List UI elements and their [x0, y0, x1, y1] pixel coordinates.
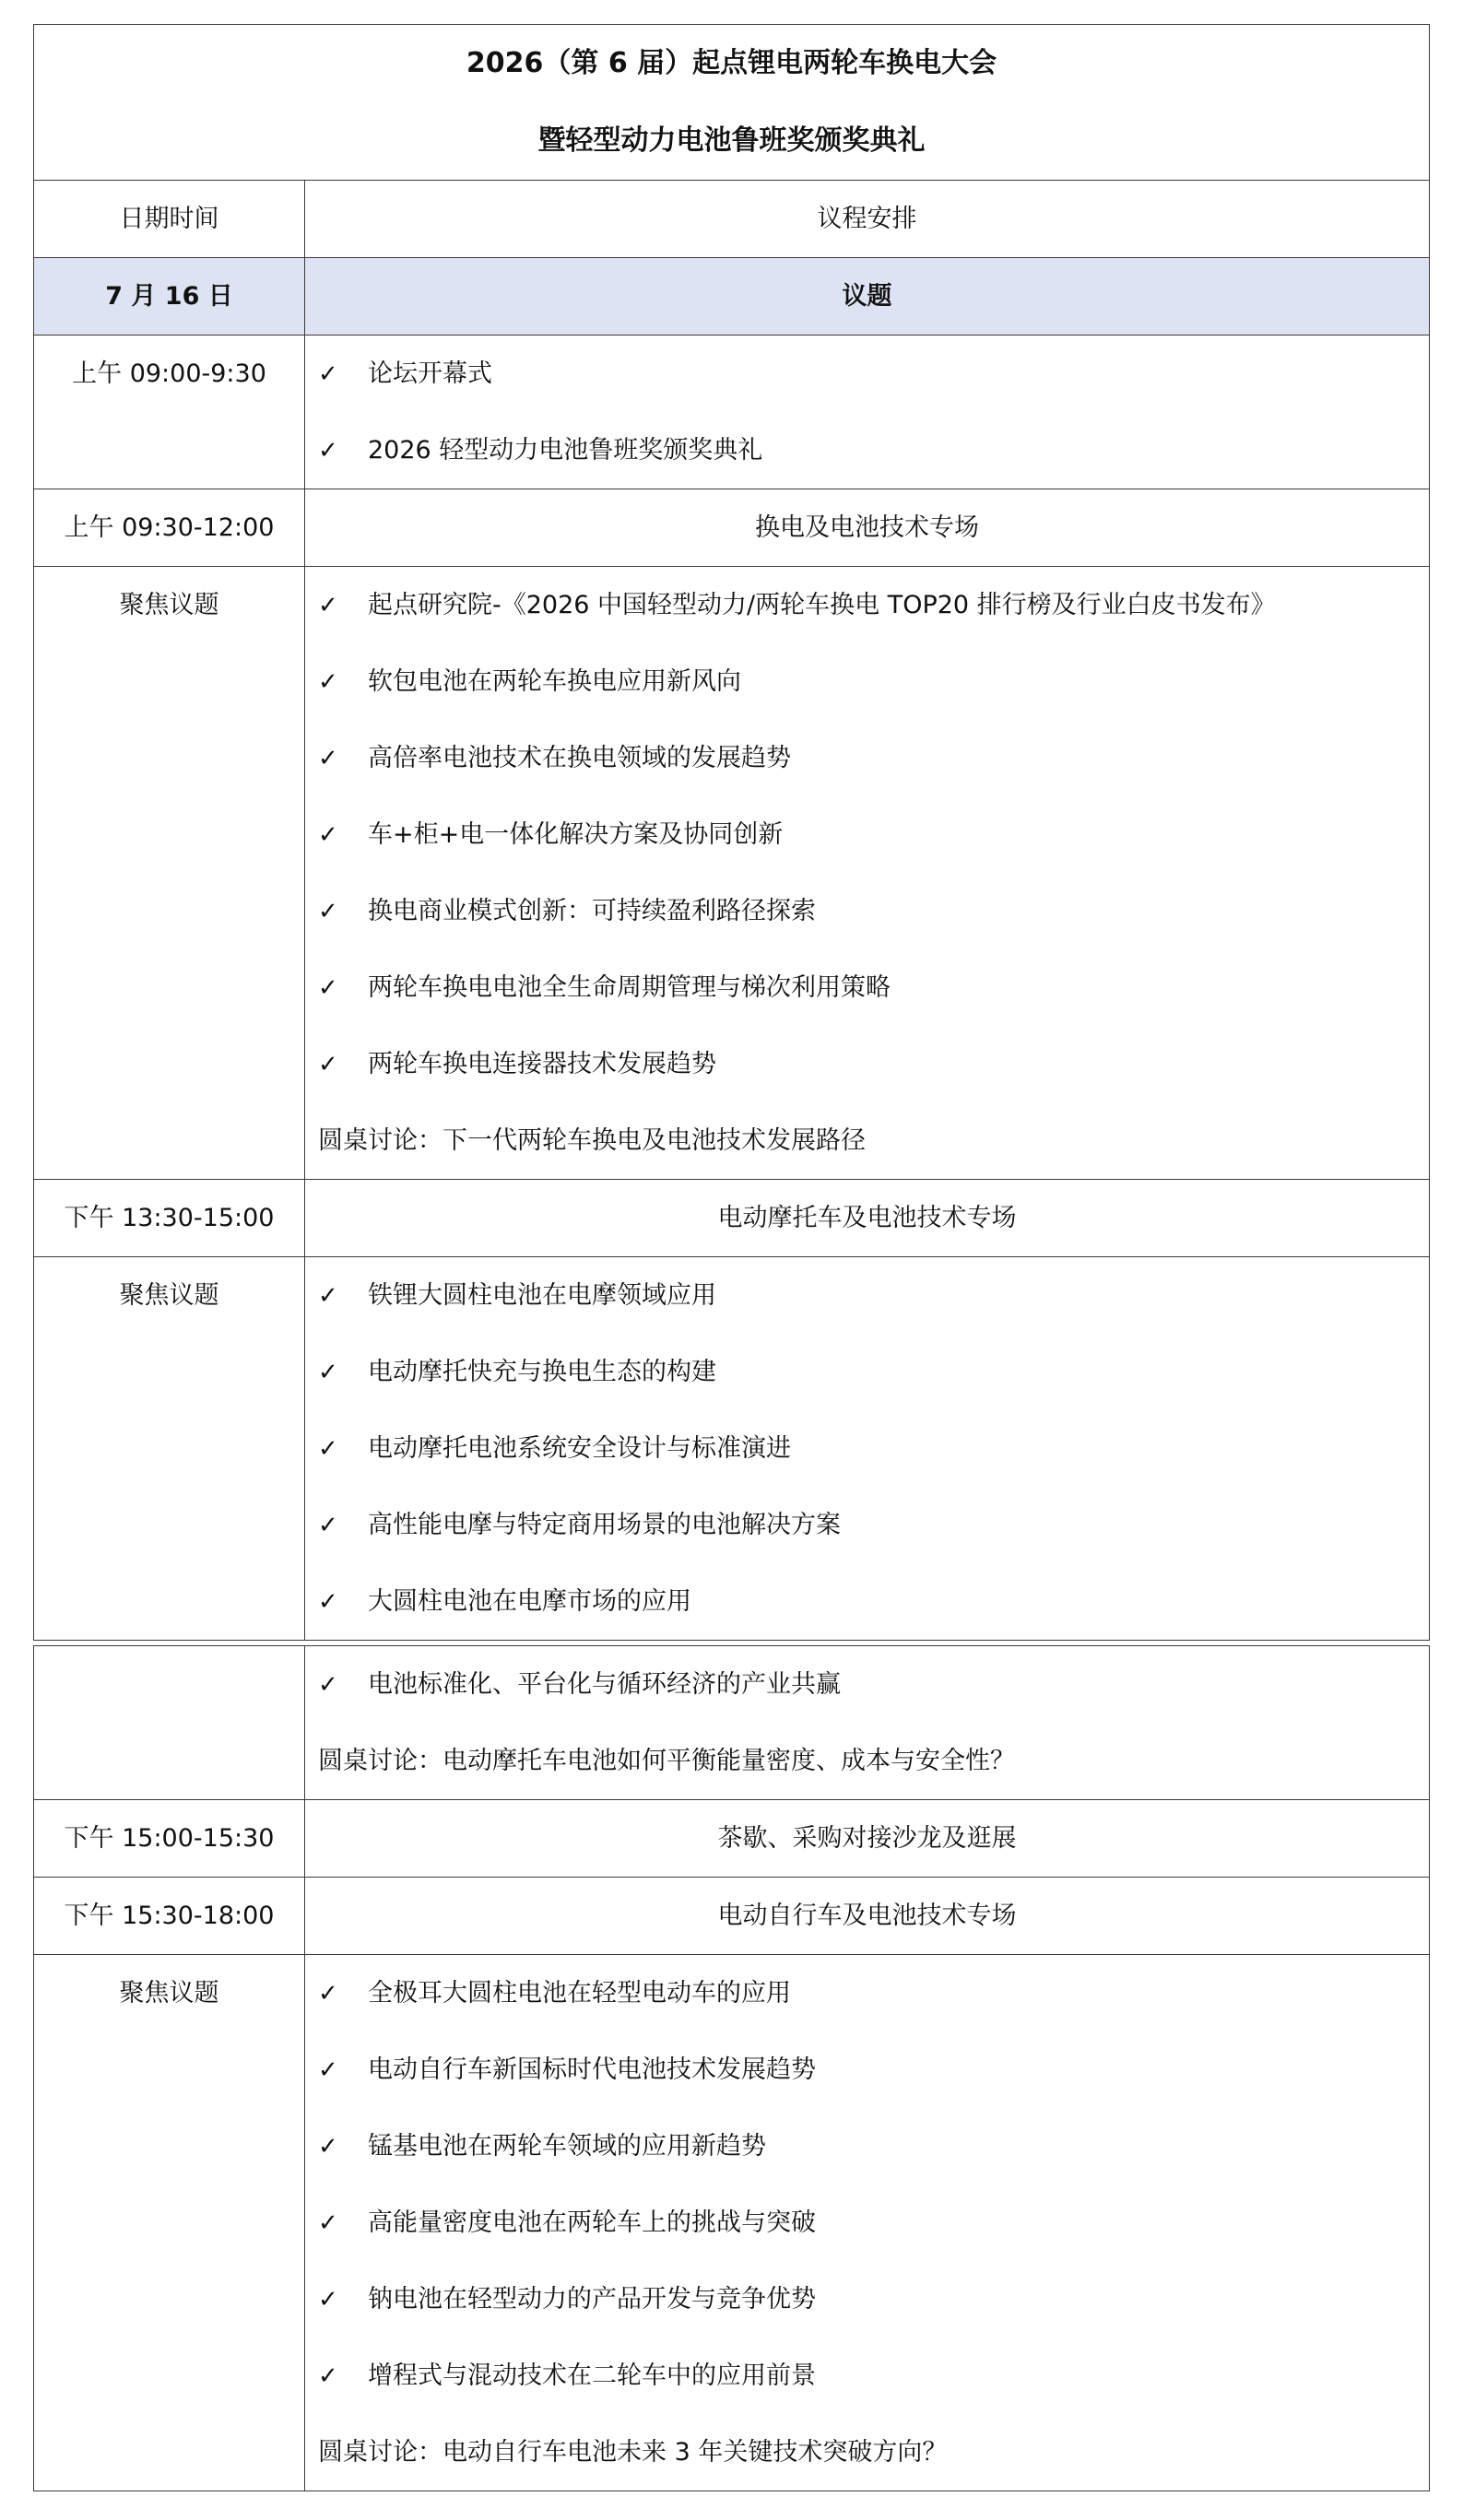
- session-3-topics-row: [34, 1955, 1430, 2491]
- list-item: [305, 1334, 1429, 1410]
- check-icon: ✓: [318, 1282, 338, 1310]
- column-header-row: [34, 181, 1430, 258]
- list-item: [305, 567, 1429, 643]
- session-2-continued-empty: [34, 1646, 305, 1800]
- break-title-text: 茶歇、采购对接沙龙及逛展: [717, 1824, 1017, 1853]
- list-item: [305, 412, 1429, 489]
- list-item: [305, 643, 1429, 720]
- list-item-text: 两轮车换电电池全生命周期管理与梯次利用策略: [368, 973, 891, 1002]
- session-1-focus-label: [34, 567, 305, 1180]
- check-icon: ✓: [318, 2056, 338, 2084]
- session-3-title-text: 电动自行车及电池技术专场: [717, 1902, 1017, 1930]
- check-icon: ✓: [318, 668, 338, 696]
- check-icon: ✓: [318, 745, 338, 772]
- session-3-focus-label: [34, 1955, 305, 2491]
- session-2-topics: [305, 1257, 1430, 1641]
- list-item-text: 电动摩托电池系统安全设计与标准演进: [368, 1434, 791, 1463]
- session-3-title: [305, 1878, 1430, 1955]
- check-icon: ✓: [318, 2362, 338, 2390]
- session-2-focus-label: [34, 1257, 305, 1641]
- check-icon: ✓: [318, 821, 338, 849]
- roundtable-text: 圆桌讨论：电动摩托车电池如何平衡能量密度、成本与安全性？: [318, 1747, 1015, 1775]
- list-item: [305, 2108, 1429, 2184]
- session-2-time-text: 下午 13:30-15:00: [64, 1204, 275, 1232]
- session-2-time: [34, 1180, 305, 1257]
- list-item-text: 高能量密度电池在两轮车上的挑战与突破: [368, 2208, 816, 2237]
- list-item-text: 论坛开幕式: [368, 359, 492, 388]
- list-item-text: 高倍率电池技术在换电领域的发展趋势: [368, 744, 791, 772]
- title-row: [34, 25, 1430, 181]
- date-column-header-text: 日期时间: [119, 205, 219, 233]
- check-icon: ✓: [318, 898, 338, 925]
- list-item-text: 软包电池在两轮车换电应用新风向: [368, 667, 741, 696]
- break-row: [34, 1800, 1430, 1878]
- session-3-time: [34, 1878, 305, 1955]
- list-item: [305, 1563, 1429, 1640]
- check-icon: ✓: [318, 1512, 338, 1539]
- check-icon: ✓: [318, 2286, 338, 2314]
- session-1-header-row: [34, 489, 1430, 567]
- session-2-continued-row: [34, 1646, 1430, 1800]
- check-icon: ✓: [318, 1671, 338, 1699]
- list-item: [305, 796, 1429, 873]
- agenda-table-part-1: [33, 24, 1430, 1641]
- list-item-text: 高性能电摩与特定商用场景的电池解决方案: [368, 1511, 841, 1539]
- list-item-text: 增程式与混动技术在二轮车中的应用前景: [368, 2361, 816, 2390]
- check-icon: ✓: [318, 437, 338, 465]
- list-item: [305, 1026, 1429, 1102]
- session-2-title-text: 电动摩托车及电池技术专场: [717, 1204, 1017, 1232]
- opening-time-text: 上午 09:00-9:30: [72, 359, 266, 388]
- check-icon: ✓: [318, 2133, 338, 2161]
- list-item-text: 锰基电池在两轮车领域的应用新趋势: [368, 2132, 766, 2161]
- list-item-text: 电动摩托快充与换电生态的构建: [368, 1358, 716, 1386]
- check-icon: ✓: [318, 1051, 338, 1078]
- list-item-text: 电池标准化、平台化与循环经济的产业共赢: [368, 1670, 841, 1699]
- session-1-time: [34, 489, 305, 567]
- day-topic-label-text: 议题: [842, 282, 892, 311]
- opening-block-row: [34, 336, 1430, 489]
- list-item-text: 车+柜+电一体化解决方案及协同创新: [368, 820, 784, 849]
- agenda-table-part-2: [33, 1645, 1430, 2491]
- list-item: [305, 2184, 1429, 2261]
- day-date-text: 7 月 16 日: [105, 282, 233, 311]
- list-item-text: 大圆柱电池在电摩市场的应用: [368, 1587, 691, 1616]
- list-item: [305, 873, 1429, 949]
- session-2-title: [305, 1180, 1430, 1257]
- roundtable-item: [305, 1102, 1429, 1179]
- check-icon: ✓: [318, 1359, 338, 1386]
- session-1-title-text: 换电及电池技术专场: [755, 513, 979, 542]
- list-item: [305, 336, 1429, 412]
- day-header-row: [34, 258, 1430, 336]
- list-item-text: 电动自行车新国标时代电池技术发展趋势: [368, 2055, 816, 2084]
- list-item-text: 2026 轻型动力电池鲁班奖颁奖典礼: [368, 436, 763, 465]
- session-1-time-text: 上午 09:30-12:00: [64, 513, 275, 542]
- list-item-text: 铁锂大圆柱电池在电摩领域应用: [368, 1281, 716, 1310]
- roundtable-item: [305, 1723, 1429, 1799]
- day-date: [34, 258, 305, 336]
- opening-time: [34, 336, 305, 489]
- list-item-text: 全极耳大圆柱电池在轻型电动车的应用: [368, 1979, 791, 2008]
- session-1-topics-row: [34, 567, 1430, 1180]
- list-item-text: 钠电池在轻型动力的产品开发与竞争优势: [368, 2285, 816, 2314]
- opening-items: [305, 336, 1430, 489]
- roundtable-text: 圆桌讨论：下一代两轮车换电及电池技术发展路径: [318, 1126, 866, 1155]
- session-3-time-text: 下午 15:30-18:00: [64, 1902, 275, 1930]
- day-topic-label: [305, 258, 1430, 336]
- check-icon: ✓: [318, 1980, 338, 2008]
- list-item-text: 起点研究院-《2026 中国轻型动力/两轮车换电 TOP20 排行榜及行业白皮书发布》: [368, 591, 1276, 619]
- list-item: [305, 1487, 1429, 1563]
- session-1-topics: [305, 567, 1430, 1180]
- break-title: [305, 1800, 1430, 1878]
- list-item: [305, 1646, 1429, 1723]
- conference-subtitle: 暨轻型动力电池鲁班奖颁奖典礼: [537, 124, 926, 157]
- roundtable-text: 圆桌讨论：电动自行车电池未来 3 年关键技术突破方向？: [318, 2438, 948, 2467]
- session-1-focus-label-text: 聚焦议题: [119, 591, 219, 619]
- list-item: [305, 1410, 1429, 1487]
- session-2-focus-label-text: 聚焦议题: [119, 1281, 219, 1310]
- check-icon: ✓: [318, 360, 338, 388]
- check-icon: ✓: [318, 1588, 338, 1616]
- session-3-topics: [305, 1955, 1430, 2491]
- conference-title: 2026（第 6 届）起点锂电两轮车换电大会: [466, 47, 997, 79]
- list-item: [305, 1257, 1429, 1334]
- title-cell: [34, 25, 1430, 181]
- list-item: [305, 949, 1429, 1026]
- check-icon: ✓: [318, 592, 338, 619]
- list-item-text: 换电商业模式创新：可持续盈利路径探索: [368, 897, 816, 925]
- check-icon: ✓: [318, 1435, 338, 1463]
- session-2-continued-topics: [305, 1646, 1430, 1800]
- agenda-column-header-text: 议程安排: [817, 205, 917, 233]
- session-2-topics-row: [34, 1257, 1430, 1641]
- date-column-header: [34, 181, 305, 258]
- session-1-title: [305, 489, 1430, 567]
- list-item: [305, 720, 1429, 796]
- session-2-header-row: [34, 1180, 1430, 1257]
- break-time-text: 下午 15:00-15:30: [64, 1824, 275, 1853]
- list-item: [305, 2337, 1429, 2414]
- check-icon: ✓: [318, 2209, 338, 2237]
- list-item: [305, 2031, 1429, 2108]
- session-3-header-row: [34, 1878, 1430, 1955]
- break-time: [34, 1800, 305, 1878]
- list-item-text: 两轮车换电连接器技术发展趋势: [368, 1050, 716, 1078]
- check-icon: ✓: [318, 974, 338, 1002]
- agenda-column-header: [305, 181, 1430, 258]
- list-item: [305, 1955, 1429, 2031]
- roundtable-item: [305, 2414, 1429, 2491]
- session-3-focus-label-text: 聚焦议题: [119, 1979, 219, 2008]
- list-item: [305, 2261, 1429, 2337]
